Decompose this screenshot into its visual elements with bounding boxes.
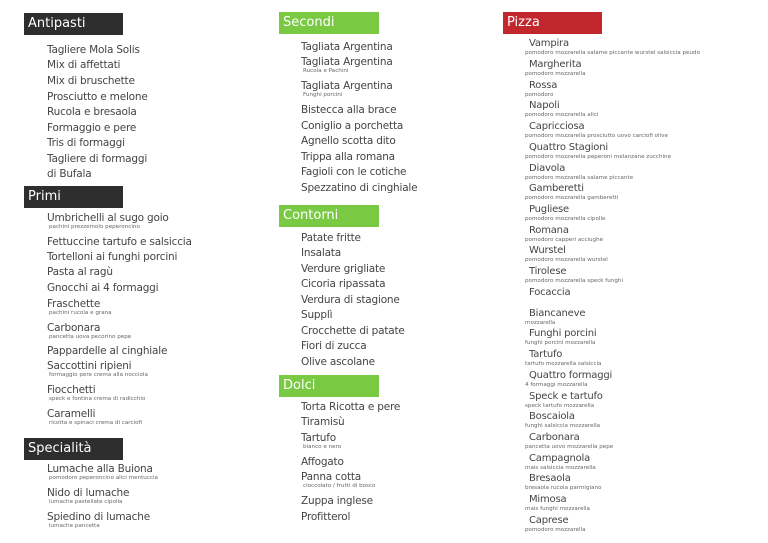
menu-item — [301, 495, 373, 507]
menu-item-name: Mix di affettati — [47, 59, 121, 71]
menu-item — [47, 345, 167, 357]
menu-item-name: Lumache alla Buiona — [47, 463, 153, 475]
menu-item-name: Spiedino di lumache — [47, 511, 150, 523]
menu-item-name: Fagioli con le cotiche — [301, 166, 407, 178]
menu-item — [301, 511, 350, 523]
menu-item-name: Pugliese — [529, 204, 570, 215]
menu-item — [301, 182, 417, 194]
menu-item — [301, 104, 396, 116]
menu-item-name: Quattro formaggi — [529, 370, 613, 381]
menu-item — [47, 384, 145, 402]
menu-item — [47, 106, 137, 118]
menu-item — [47, 75, 135, 87]
menu-item-name: Tagliere di formaggi — [47, 153, 148, 165]
menu-item-description: pomodoro peperoncino alici mentuccia — [49, 475, 158, 481]
menu-item — [529, 287, 570, 299]
menu-item — [525, 453, 596, 471]
menu-item-description: Funghi porcini — [303, 92, 343, 98]
menu-item — [301, 41, 393, 53]
menu-item — [301, 456, 344, 468]
menu-item-name: Umbrichelli al sugo goio — [47, 212, 169, 224]
menu-item — [301, 432, 341, 450]
menu-item — [525, 432, 614, 450]
menu-item-name: di Bufala — [47, 168, 92, 180]
menu-item-description: ricotta e spinaci crema di carciofi — [49, 420, 143, 426]
menu-item-description: funghi salsiccia mozzarella — [525, 423, 601, 429]
menu-item — [47, 282, 158, 294]
menu-item — [47, 153, 147, 165]
menu-item-name: Fraschette — [47, 298, 101, 310]
menu-item — [47, 137, 125, 149]
menu-item-description: pomodoro mozzarella wurstel — [525, 257, 608, 263]
menu-item — [301, 416, 344, 428]
menu-item-description: pomodoro mozzarella speck funghi — [525, 278, 624, 284]
menu-item-name: Carbonara — [529, 432, 580, 443]
menu-item-name: Capricciosa — [529, 121, 585, 132]
menu-item — [301, 80, 393, 98]
menu-item-name: Tagliata Argentina — [301, 41, 393, 53]
menu-item — [301, 166, 406, 178]
menu-item-name: Insalata — [301, 247, 341, 259]
menu-item-name: Verdure grigliate — [301, 263, 386, 275]
menu-item — [301, 56, 393, 74]
menu-item-description: bianco e nero — [303, 444, 342, 450]
menu-item-description: pomodoro mozzarella salame piccante wurstel salsiccia peudo — [525, 50, 701, 56]
menu-item-name: Panna cotta — [301, 471, 362, 483]
menu-item — [301, 356, 375, 368]
menu-item — [525, 473, 602, 491]
menu-item-description: 4 formaggi mozzarella — [525, 382, 588, 388]
menu-item — [301, 401, 400, 413]
menu-item-name: Rossa — [529, 80, 558, 91]
section-header-specialita: Specialità — [24, 438, 123, 460]
menu-item — [301, 247, 341, 259]
menu-item-name: Bistecca alla brace — [301, 104, 397, 116]
menu-item-name: Pasta al ragù — [47, 266, 113, 278]
menu-item-name: Gnocchi ai 4 formaggi — [47, 282, 159, 294]
menu-item — [301, 325, 405, 337]
menu-item-name: Margherita — [529, 59, 582, 70]
menu-item — [47, 360, 148, 378]
menu-item — [525, 163, 634, 181]
menu-item-name: Napoli — [529, 100, 560, 111]
menu-item-name: Profitterol — [301, 511, 351, 523]
menu-item-description: bresaola rucola parmigiano — [525, 485, 602, 491]
menu-item-description: mozzarella — [525, 320, 556, 326]
menu-item-name: Crocchette di patate — [301, 325, 405, 337]
menu-item-name: Olive ascolane — [301, 356, 375, 368]
menu-item — [47, 322, 131, 340]
menu-item-description: Rucola e Pachini — [303, 68, 349, 74]
menu-item — [47, 212, 169, 230]
menu-item-name: Rucola e bresaola — [47, 106, 137, 118]
menu-item-name: Nido di lumache — [47, 487, 130, 499]
menu-item-description: pancetta uovo mozzarella pepe — [525, 444, 614, 450]
menu-item-name: Speck e tartufo — [529, 391, 603, 402]
menu-item-name: Zuppa inglese — [301, 495, 373, 507]
menu-item-description: pomodoro mozzarella cipolle — [525, 216, 606, 222]
menu-item-description: tartufo mozzarella salsiccia — [525, 361, 602, 367]
menu-item — [525, 38, 701, 56]
menu-item-description: speck tartufo mozzarella — [525, 403, 595, 409]
menu-item-description: pomodoro mozzarella prosciutto uovo carciofi olive — [525, 133, 668, 139]
menu-item-description: formaggio pere crema alla nocciola — [49, 372, 148, 378]
menu-item-name: Torta Ricotta e pere — [301, 401, 401, 413]
section-header-primi: Primi — [24, 186, 123, 208]
menu-item — [525, 121, 668, 139]
menu-item — [301, 232, 361, 244]
menu-item — [525, 80, 558, 98]
menu-item-description: mais salsiccia mozzarella — [525, 465, 596, 471]
menu-item-name: Mix di bruschette — [47, 75, 135, 87]
menu-item — [525, 183, 619, 201]
menu-item-name: Tris di formaggi — [47, 137, 125, 149]
menu-item-name: Supplì — [301, 309, 333, 321]
menu-item — [47, 487, 129, 505]
menu-item-name: Mimosa — [529, 494, 567, 505]
section-header-pizza: Pizza — [503, 12, 602, 34]
menu-item-name: Affogato — [301, 456, 344, 468]
menu-item — [525, 411, 601, 429]
menu-item-name: Prosciutto e melone — [47, 91, 148, 103]
menu-item-description: mais funghi mozzarella — [525, 506, 590, 512]
menu-item-name: Tirolese — [529, 266, 567, 277]
menu-item — [525, 370, 613, 388]
menu-item — [301, 294, 400, 306]
menu-item-name: Fiori di zucca — [301, 340, 367, 352]
menu-item-name: Funghi porcini — [529, 328, 597, 339]
menu-item — [47, 511, 150, 529]
section-header-dolci: Dolci — [279, 375, 379, 397]
menu-item — [525, 59, 586, 77]
menu-item-name: Cicoria ripassata — [301, 278, 386, 290]
menu-item — [47, 59, 120, 71]
menu-item — [47, 236, 192, 248]
menu-item — [47, 408, 142, 426]
menu-item — [525, 100, 599, 118]
menu-item-name: Campagnola — [529, 453, 591, 464]
menu-item-name: Carbonara — [47, 322, 101, 334]
menu-item-name: Verdura di stagione — [301, 294, 400, 306]
menu-item — [301, 309, 332, 321]
menu-item-description: pomodoro mozzarella alici — [525, 112, 599, 118]
menu-item — [301, 278, 385, 290]
menu-item-name: Tagliata Argentina — [301, 80, 393, 92]
menu-item-name: Spezzatino di cinghiale — [301, 182, 418, 194]
menu-item — [301, 471, 375, 489]
menu-item-description: pachini prezzemolo peperoncino — [49, 224, 140, 230]
menu-item-name: Tortelloni ai funghi porcini — [47, 251, 178, 263]
menu-item-name: Saccottini ripieni — [47, 360, 132, 372]
menu-item — [47, 168, 91, 180]
menu-item — [525, 245, 608, 263]
menu-item-name: Fettuccine tartufo e salsiccia — [47, 236, 192, 248]
menu-item — [47, 91, 148, 103]
menu-item-description: pomodoro capperi acciughe — [525, 237, 604, 243]
menu-item — [47, 122, 136, 134]
section-header-contorni: Contorni — [279, 205, 379, 227]
menu-item-name: Biancaneve — [529, 308, 586, 319]
menu-item-name: Formaggio e pere — [47, 122, 137, 134]
menu-item — [525, 308, 586, 326]
menu-item — [525, 494, 590, 512]
menu-item-name: Tartufo — [301, 432, 336, 444]
menu-item-description: speck e fontina crema di radicchio — [49, 396, 146, 402]
menu-item-description: pomodoro mozzarella gamberetti — [525, 195, 619, 201]
menu-item-name: Wurstel — [529, 245, 566, 256]
section-header-antipasti: Antipasti — [24, 13, 123, 35]
menu-item-description: pomodoro mozzarella — [525, 71, 586, 77]
menu-item — [525, 349, 602, 367]
menu-item-name: Quattro Stagioni — [529, 142, 608, 153]
menu-item-name: Caprese — [529, 515, 569, 526]
menu-item — [525, 515, 586, 533]
menu-item — [301, 340, 366, 352]
menu-item-name: Boscaiola — [529, 411, 575, 422]
section-header-secondi: Secondi — [279, 12, 379, 34]
menu-item-name: Focaccia — [529, 287, 571, 298]
menu-item-name: Caramelli — [47, 408, 96, 420]
menu-item-description: pachini rucola e grana — [49, 310, 112, 316]
menu-item-name: Tagliata Argentina — [301, 56, 393, 68]
menu-item — [301, 135, 396, 147]
menu-item-name: Bresaola — [529, 473, 571, 484]
menu-item — [525, 225, 604, 243]
menu-item-name: Coniglio a porchetta — [301, 120, 404, 132]
menu-item-name: Tagliere Mola Solis — [47, 44, 140, 56]
menu-item-description: lumache pastellate cipolla — [49, 499, 123, 505]
menu-item-name: Patate fritte — [301, 232, 361, 244]
menu-item — [525, 328, 597, 346]
menu-item — [525, 266, 624, 284]
menu-item-description: pomodoro mozzarella peperoni melanzane zucchine — [525, 154, 672, 160]
menu-item-name: Trippa alla romana — [301, 151, 395, 163]
menu-item-name: Pappardelle al cinghiale — [47, 345, 168, 357]
menu-item-description: pomodoro mozzarella salame piccante — [525, 175, 634, 181]
menu-item — [47, 44, 140, 56]
menu-item-name: Vampira — [529, 38, 569, 49]
menu-item — [301, 263, 385, 275]
menu-item-description: cioccolato / frutti di bosco — [303, 483, 376, 489]
menu-item-name: Tartufo — [529, 349, 563, 360]
menu-item-name: Gamberetti — [529, 183, 584, 194]
menu-item — [525, 391, 603, 409]
menu-item — [47, 266, 113, 278]
menu-item — [301, 120, 403, 132]
menu-item — [47, 463, 158, 481]
menu-item-description: lumache pancetta — [49, 523, 100, 529]
menu-item — [525, 142, 672, 160]
menu-item-name: Agnello scotta dito — [301, 135, 396, 147]
menu-item-name: Romana — [529, 225, 569, 236]
menu-item-description: funghi porcini mozzarella — [525, 340, 596, 346]
menu-item-description: pomodoro mozzarella — [525, 527, 586, 533]
menu-item-description: pancetta uova pecorino pepe — [49, 334, 132, 340]
menu-item — [301, 151, 395, 163]
menu-item — [47, 251, 177, 263]
menu-item-name: Tiramisù — [301, 416, 345, 428]
menu-item-name: Fiocchetti — [47, 384, 96, 396]
menu-item — [525, 204, 606, 222]
menu-item-description: pomodoro — [525, 92, 554, 98]
menu-item — [47, 298, 112, 316]
menu-item-name: Diavola — [529, 163, 566, 174]
